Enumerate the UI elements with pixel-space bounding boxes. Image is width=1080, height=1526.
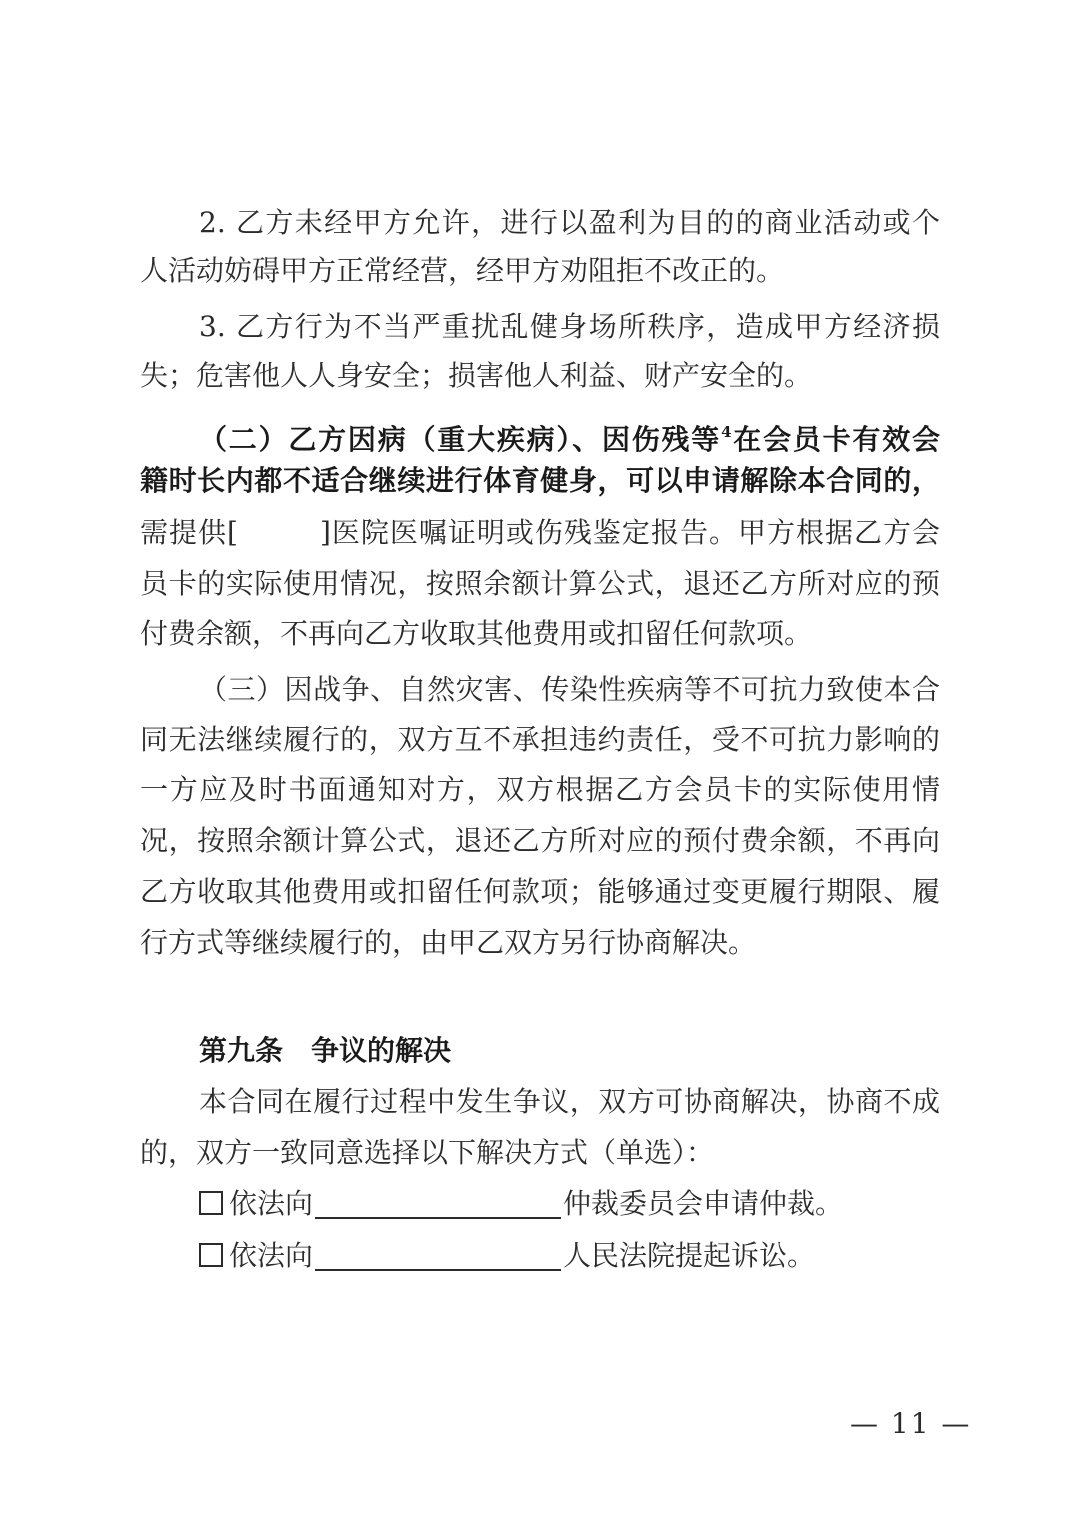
paragraph-line: 付费余额，不再向乙方收取其他费用或扣留任何款项。 [140,617,813,650]
section-heading: 第九条 争议的解决 [199,1034,452,1067]
option-litigation: 依法向 人民法院提起诉讼。 [199,1230,940,1282]
paragraph-line: （二）乙方因病（重大疾病）、因伤残等$^4$在会员卡有效会 [199,423,940,456]
paragraph-line: （三）因战争、自然灾害、传染性疾病等不可抗力致使本合 [199,673,940,706]
page-number: — 11 — [850,1407,972,1440]
paragraph-line: 人活动妨碍甲方正常经营，经甲方劝阻拒不改正的。 [140,254,785,287]
paragraph-line: 同无法继续履行的，双方互不承担违约责任，受不可抗力影响的 [140,723,940,756]
paragraph-line: 籍时长内都不适合继续进行体育健身，可以申请解除本合同的， [140,464,940,497]
checkbox-icon[interactable] [199,1191,223,1215]
paragraph-line: 3. 乙方行为不当严重扰乱健身场所秩序，造成甲方经济损 [199,310,940,343]
footnote-reference: 4 [721,423,732,441]
paragraph-line: 本合同在履行过程中发生争议，双方可协商解决，协商不成 [199,1085,940,1118]
paragraph-line: 的，双方一致同意选择以下解决方式（单选）： [140,1136,715,1169]
paragraph-line: 行方式等继续履行的，由甲乙双方另行协商解决。 [140,926,757,959]
paragraph-line: 2. 乙方未经甲方允许，进行以盈利为目的的商业活动或个 [199,206,940,239]
paragraph-line: 况，按照余额计算公式，退还乙方所对应的预付费余额，不再向 [140,824,940,857]
paragraph-line: 失；危害他人人身安全；损害他人利益、财产安全的。 [140,359,813,392]
paragraph-line: 乙方收取其他费用或扣留任何款项；能够通过变更履行期限、履 [140,875,940,908]
paragraph-line: 员卡的实际使用情况，按照余额计算公式，退还乙方所对应的预 [140,567,940,600]
checkbox-icon[interactable] [199,1243,223,1267]
blank-line [315,1217,561,1219]
paragraph-line: 需提供[ ]医院医嘱证明或伤残鉴定报告。甲方根据乙方会 [140,516,940,549]
option-arbitration: 依法向 仲裁委员会申请仲裁。 [199,1178,940,1230]
blank-line [315,1269,561,1271]
paragraph-line: 一方应及时书面通知对方，双方根据乙方会员卡的实际使用情 [140,773,940,806]
